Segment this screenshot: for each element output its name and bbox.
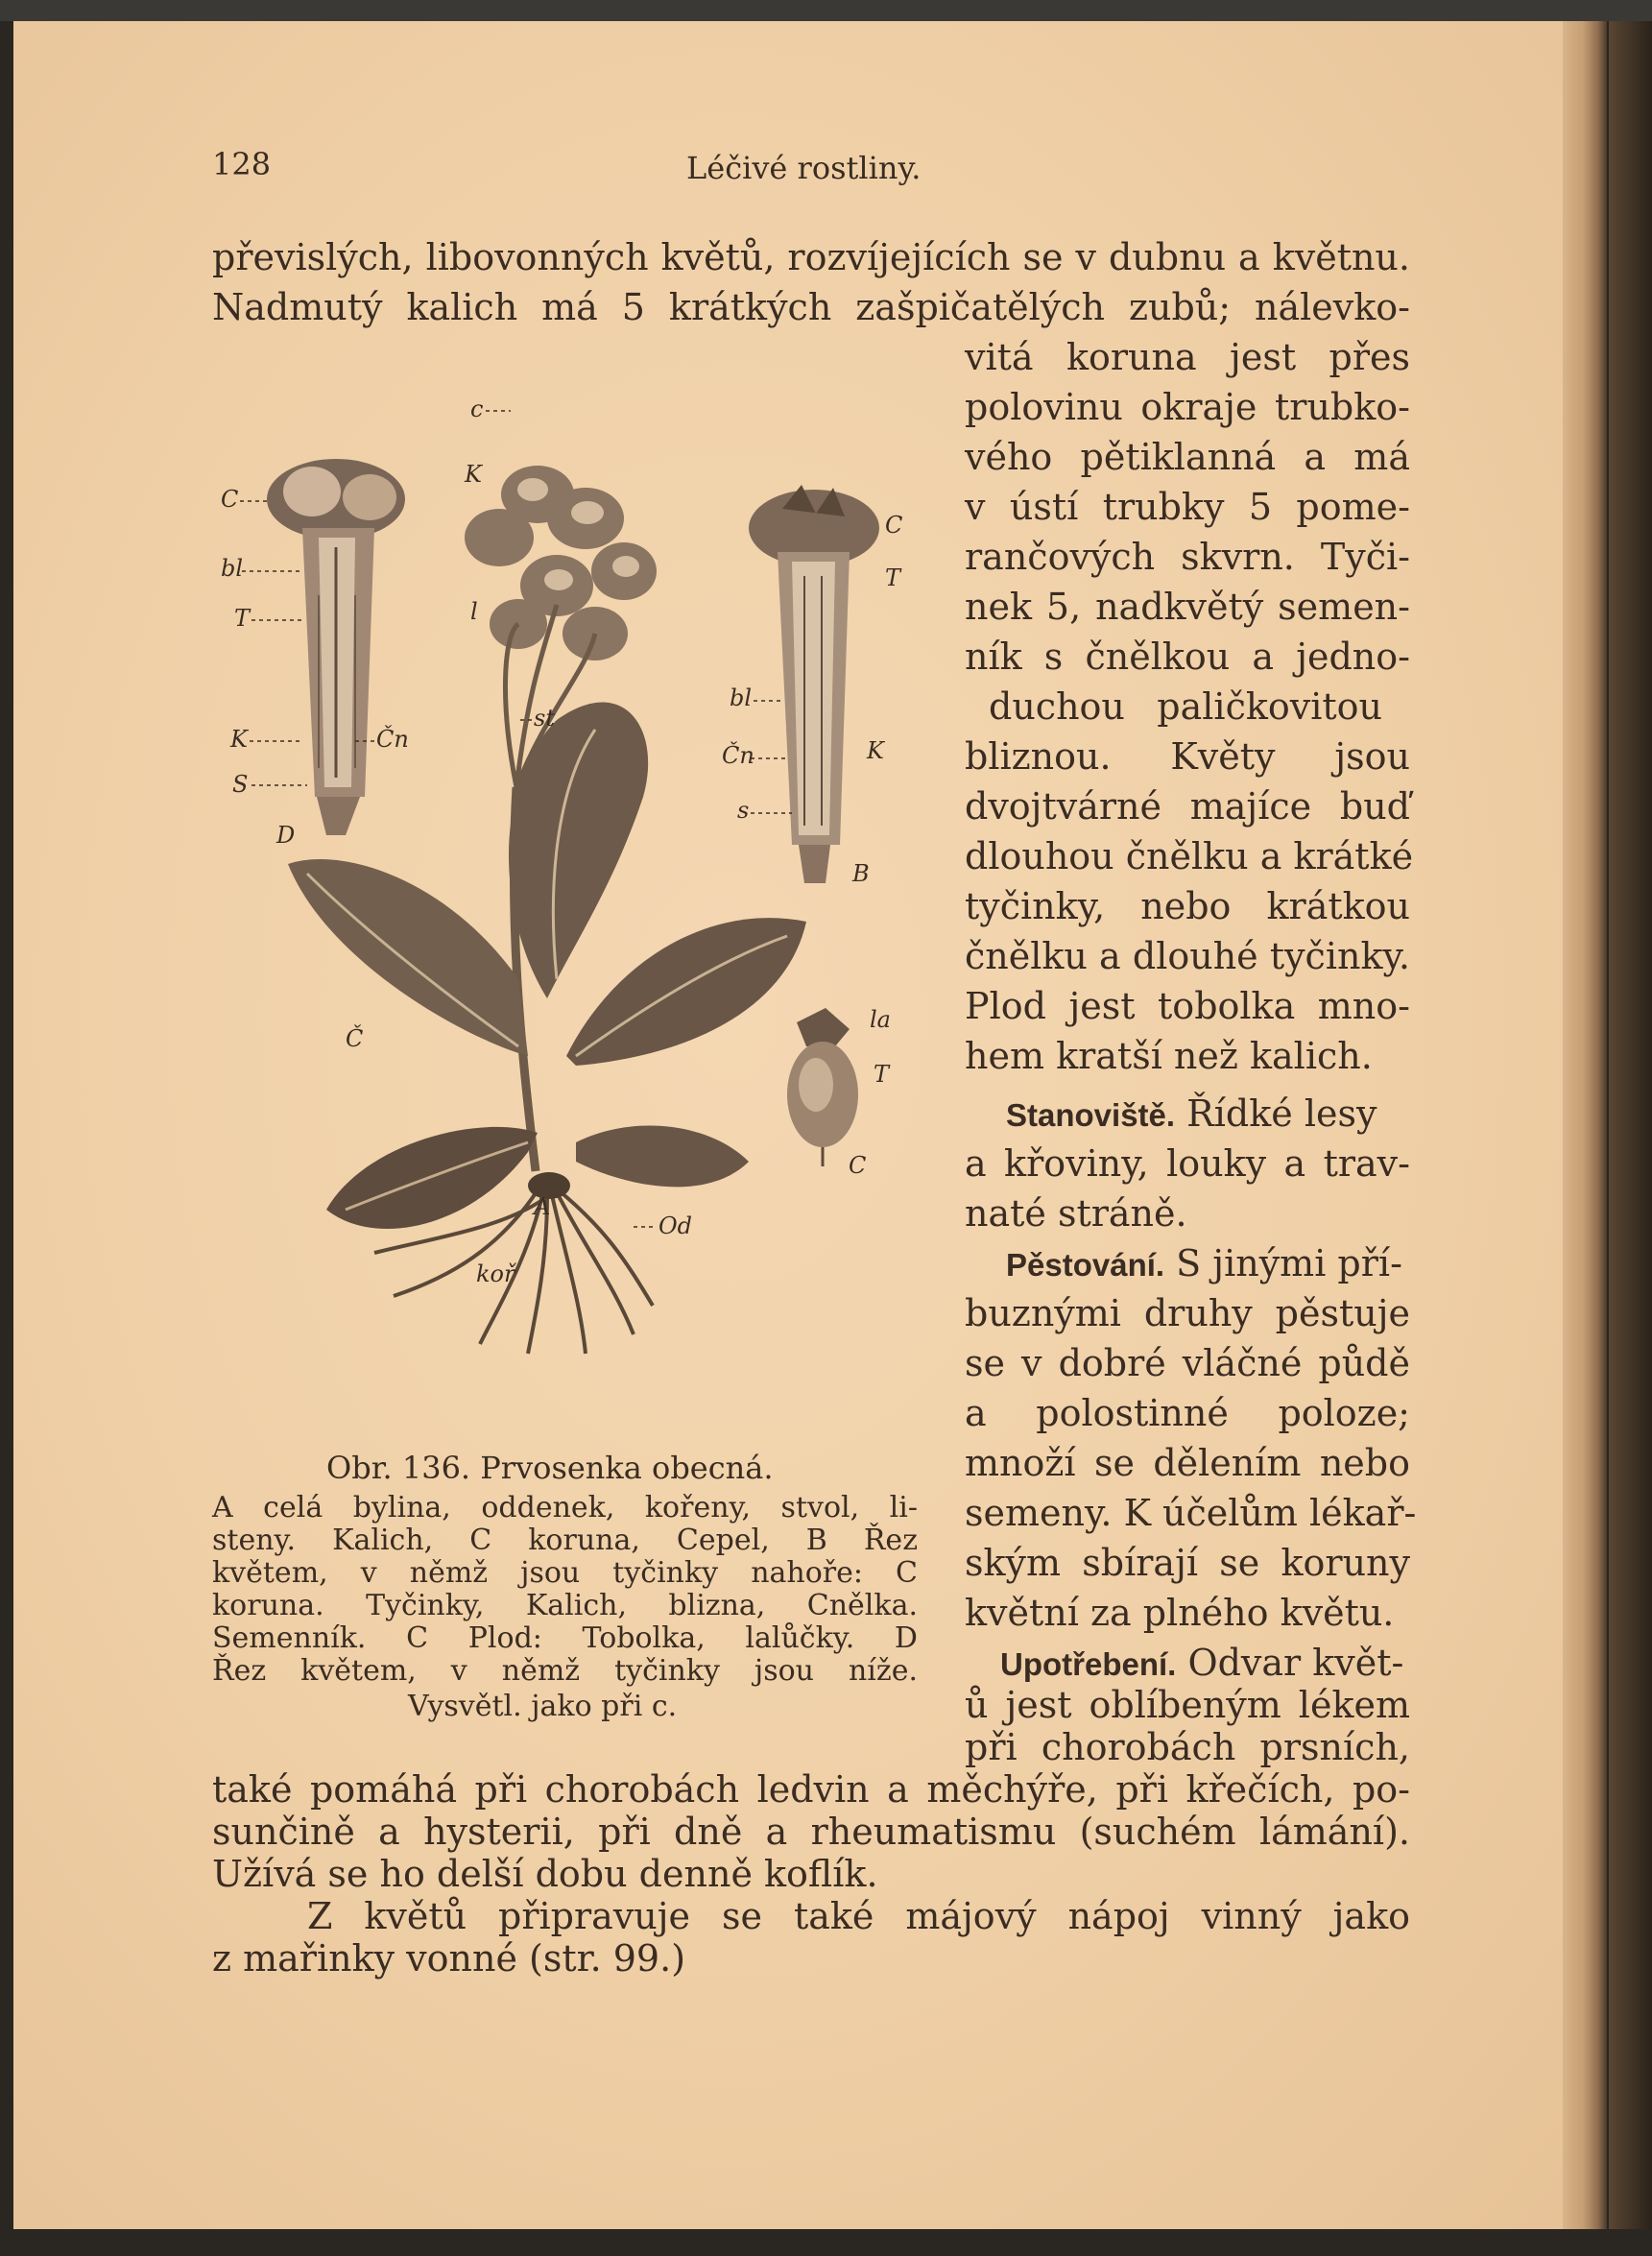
column-line: ník s čnělkou a jedno- [965,636,1410,678]
body-line: Užívá se ho delší dobu denně koflík. [212,1853,878,1895]
label-K: K [230,726,248,753]
label-C: C [885,512,903,539]
section-text: Řídké lesy [1186,1092,1377,1135]
fruit-capsule-drawing [787,1008,858,1166]
label-K: K [465,461,482,488]
column-line: a polostinné poloze; [965,1392,1410,1434]
column-line: dlouhou čnělku a krátké [965,835,1414,877]
label-s: s [737,797,750,824]
running-title: Léčivé rostliny. [686,150,922,186]
section-text: S jinými pří- [1176,1242,1402,1284]
label-l: l [470,598,478,625]
section-text: Odvar květ- [1187,1642,1404,1684]
label-S: S [232,771,249,798]
column-line: se v dobré vláčné půdě [965,1342,1410,1384]
column-line: Plod jest tobolka mno- [965,985,1410,1027]
column-line: ským sbírají se koruny [965,1542,1410,1584]
label-Cn: Čn [376,726,409,753]
caption-line: Řez květem, v němž tyčinky jsou níže. [212,1654,918,1688]
section-heading: Stanoviště. [1006,1097,1176,1133]
column-line: bliznou. Květy jsou [965,735,1410,778]
caption-line: květem, v němž jsou tyčinky nahoře: C [212,1556,918,1590]
section-stanoviste [1006,1089,1377,1140]
caption-end: Vysvětl. jako při c. [408,1690,678,1723]
body-line: také pomáhá při chorobách ledvin a měchýře, při křečích, po- [212,1768,1410,1811]
section-heading: Pěstování. [1006,1247,1165,1283]
section-pestovani [1006,1238,1402,1290]
column-line: čnělku a dlouhé tyčinky. [965,935,1410,977]
label-D: D [276,822,296,849]
column-line: vitá koruna jest přes [965,336,1410,378]
figure-caption-title: Obr. 136. Prvosenka obecná. [326,1450,774,1486]
column-line: duchou paličkovitou [989,685,1382,728]
label-st: st [534,705,555,732]
caption-line: A celá bylina, oddenek, kořeny, stvol, li- [212,1491,918,1524]
column-line: semeny. K účelům lékař- [965,1492,1417,1534]
label-Cn: Čn [722,742,754,769]
column-line: při chorobách prsních, [965,1726,1410,1768]
caption-line: Semenník. C Plod: Tobolka, lalůčky. D [212,1621,918,1655]
page-number: 128 [212,146,272,182]
label-bl: bl [730,684,753,711]
caption-line: koruna. Tyčinky, Kalich, blizna, Cnělka. [212,1589,918,1622]
column-line: buznými druhy pěstuje [965,1292,1410,1334]
column-line: ů jest oblíbeným lékem [965,1684,1410,1726]
label-c: c [470,396,484,422]
primrose-illustration [211,384,922,1440]
body-line: sunčině a hysterii, při dně a rheumatismu (suchém lámání). [212,1811,1410,1853]
label-C: Č [346,1025,364,1052]
label-T: T [234,605,251,632]
flower-section-d-drawing [267,459,405,835]
caption-line: steny. Kalich, C koruna, Cepel, B Řez [212,1524,918,1557]
label-Od: Od [658,1212,693,1239]
body-line: z mařinky vonné (str. 99.) [212,1937,686,1980]
label-T: T [885,564,901,591]
column-line: tyčinky, nebo krátkou [965,885,1410,927]
page-edge [1609,21,1652,2229]
body-line: Z květů připravuje se také májový nápoj vinný jako [307,1895,1410,1937]
book-spine-shadow [1563,21,1607,2229]
label-A: A [534,1193,551,1220]
column-line: množí se dělením nebo [965,1442,1410,1484]
section-heading: Upotřebení. [1000,1646,1177,1682]
column-line: hem kratší než kalich. [965,1035,1373,1077]
label-K: K [867,737,884,764]
label-C: C [849,1152,867,1179]
label-T: T [874,1061,890,1088]
label-bl: bl [221,555,244,582]
column-line: a křoviny, louky a trav- [965,1142,1410,1185]
body-line: Nadmutý kalich má 5 krátkých zašpičatělých zubů; nálevko- [212,286,1410,328]
label-kor: koř [476,1260,515,1287]
column-line: květní za plného květu. [965,1592,1395,1634]
column-line: vého pětiklanná a má [965,436,1410,478]
column-line: rančových skvrn. Tyči- [965,536,1410,578]
label-la: la [870,1006,891,1033]
scan-top-border [0,0,1652,21]
body-line: převislých, libovonných květů, rozvíjejících se v dubnu a květnu. [212,236,1410,278]
column-line: naté stráně. [965,1192,1187,1235]
column-line: v ústí trubky 5 pome- [965,486,1410,528]
column-line: polovinu okraje trubko- [965,386,1410,428]
column-line: dvojtvárné majíce buď [965,785,1410,828]
label-B: B [852,860,870,887]
label-C: C [221,486,239,513]
flower-section-b-drawing [749,485,879,883]
column-line: nek 5, nadkvětý semen- [965,586,1410,628]
